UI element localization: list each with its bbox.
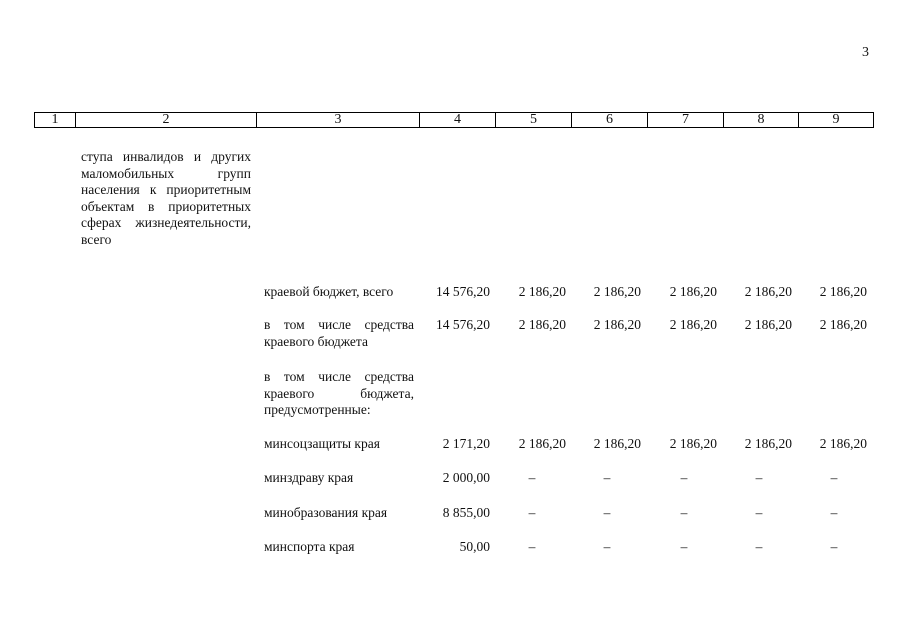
row-value-col-7: 2 186,20 — [669, 317, 717, 332]
row-value-col-8: 2 186,20 — [744, 317, 792, 332]
row-value-col-5: – — [528, 470, 536, 485]
header-col-3: 3 — [257, 113, 420, 127]
row-value-col-9: 2 186,20 — [819, 317, 867, 332]
row-value-col-5: 2 186,20 — [518, 284, 566, 299]
row-value-col-6: – — [603, 505, 611, 520]
row-value-col-8: – — [755, 470, 763, 485]
row-value-col-5: – — [528, 505, 536, 520]
row-value-col-8: 2 186,20 — [744, 436, 792, 451]
row-label: в том числе средства краевого бюджета — [264, 317, 414, 349]
row-label: краевой бюджет, всего — [264, 284, 394, 299]
row-value-col-6: – — [603, 470, 611, 485]
row-value-col-5: 2 186,20 — [518, 436, 566, 451]
header-col-5: 5 — [496, 113, 572, 127]
row-value-col-9: – — [830, 539, 838, 554]
row-value-col-8: – — [755, 539, 763, 554]
row-value-col-4: 14 576,20 — [436, 317, 490, 332]
row-value-col-6: 2 186,20 — [593, 284, 641, 299]
row-value-col-7: – — [680, 505, 688, 520]
row-value-col-5: 2 186,20 — [518, 317, 566, 332]
header-col-4: 4 — [420, 113, 496, 127]
row-value-col-7: – — [680, 539, 688, 554]
header-col-6: 6 — [572, 113, 648, 127]
row-value-col-9: – — [830, 470, 838, 485]
row-value-col-7: 2 186,20 — [669, 436, 717, 451]
row-value-col-4: 2 171,20 — [442, 436, 490, 451]
header-col-7: 7 — [648, 113, 724, 127]
row-value-col-9: – — [830, 505, 838, 520]
row-value-col-8: – — [755, 505, 763, 520]
row-label: минсоцзащиты края — [264, 436, 380, 451]
row-label: в том числе средства краевого бюджета, предусмотренные: — [264, 369, 414, 417]
header-col-8: 8 — [724, 113, 799, 127]
row-value-col-6: 2 186,20 — [593, 436, 641, 451]
page-number: 3 — [862, 45, 869, 60]
header-col-1: 1 — [35, 113, 76, 127]
row-value-col-4: 2 000,00 — [442, 470, 490, 485]
row-value-col-7: 2 186,20 — [669, 284, 717, 299]
row-label: минобразования края — [264, 505, 388, 520]
row-value-col-8: 2 186,20 — [744, 284, 792, 299]
row-value-col-6: 2 186,20 — [593, 317, 641, 332]
row-label: минспорта края — [264, 539, 355, 554]
row-value-col-6: – — [603, 539, 611, 554]
row-value-col-5: – — [528, 539, 536, 554]
header-col-9: 9 — [832, 112, 840, 127]
row-label: минздраву края — [264, 470, 354, 485]
table-header-row — [34, 112, 874, 128]
row-value-col-7: – — [680, 470, 688, 485]
header-col-2: 2 — [76, 113, 257, 127]
row-value-col-9: 2 186,20 — [819, 436, 867, 451]
row-value-col-4: 50,00 — [459, 539, 490, 554]
program-description: ступа инвалидов и других маломобильных групп населения к приоритетным объектам в приоритетных сферах жизнедеятельности, всего — [81, 149, 251, 247]
row-value-col-4: 8 855,00 — [442, 505, 490, 520]
row-value-col-4: 14 576,20 — [436, 284, 490, 299]
row-value-col-9: 2 186,20 — [819, 284, 867, 299]
